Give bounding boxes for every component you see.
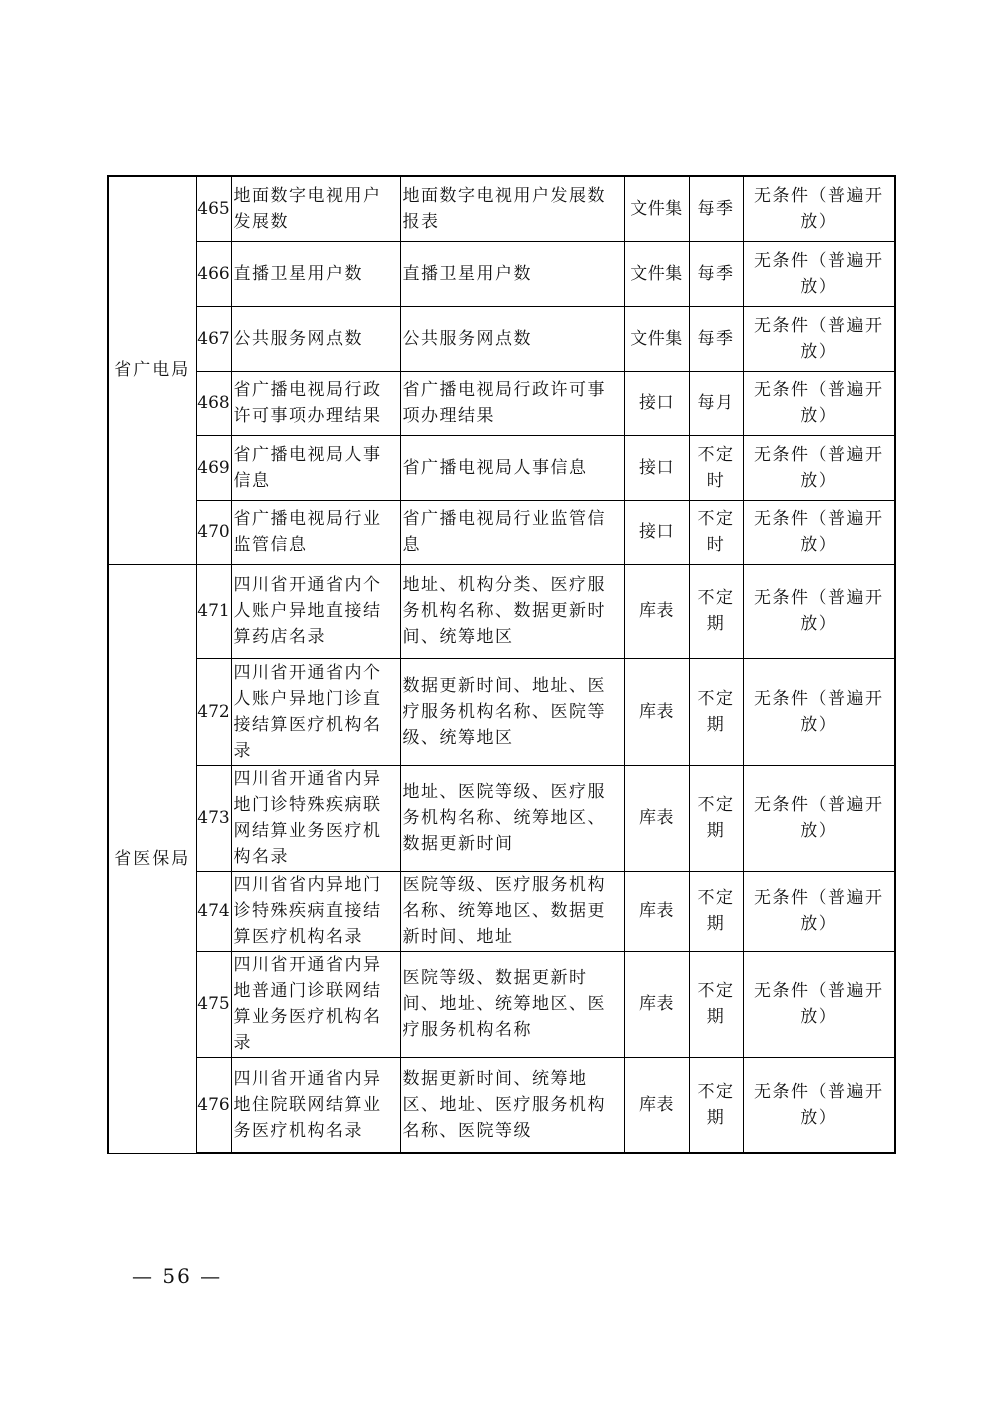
update-frequency: 不定期 — [689, 765, 743, 871]
data-items: 地址、医院等级、医疗服务机构名称、统筹地区、数据更新时间 — [400, 765, 624, 871]
table-row — [108, 564, 895, 658]
department-cell: 省广电局 — [108, 176, 196, 564]
open-condition: 无条件（普遍开放） — [743, 564, 895, 658]
open-condition: 无条件（普遍开放） — [743, 306, 895, 371]
resource-name: 省广播电视局人事信息 — [231, 435, 400, 500]
resource-format: 文件集 — [624, 241, 689, 306]
row-number: 469 — [196, 435, 231, 500]
data-items: 医院等级、数据更新时间、地址、统筹地区、医疗服务机构名称 — [400, 951, 624, 1057]
resource-name: 公共服务网点数 — [231, 306, 400, 371]
table-row — [108, 371, 895, 435]
resource-name: 四川省开通省内个人账户异地直接结算药店名录 — [231, 564, 400, 658]
resource-name: 省广播电视局行业监管信息 — [231, 500, 400, 564]
table-row — [108, 306, 895, 371]
page-number: — 56 — — [132, 1264, 223, 1288]
resource-name: 四川省开通省内异地住院联网结算业务医疗机构名录 — [231, 1057, 400, 1153]
resource-format: 库表 — [624, 564, 689, 658]
update-frequency: 每季 — [689, 176, 743, 241]
open-condition: 无条件（普遍开放） — [743, 176, 895, 241]
open-condition: 无条件（普遍开放） — [743, 1057, 895, 1153]
update-frequency: 不定时 — [689, 500, 743, 564]
data-items: 地面数字电视用户发展数报表 — [400, 176, 624, 241]
resource-name: 四川省开通省内异地门诊特殊疾病联网结算业务医疗机构名录 — [231, 765, 400, 871]
open-condition: 无条件（普遍开放） — [743, 371, 895, 435]
resource-format: 文件集 — [624, 306, 689, 371]
resource-format: 接口 — [624, 500, 689, 564]
row-number: 468 — [196, 371, 231, 435]
table-row — [108, 658, 895, 765]
row-number: 466 — [196, 241, 231, 306]
table-row — [108, 435, 895, 500]
update-frequency: 不定期 — [689, 871, 743, 951]
row-number: 465 — [196, 176, 231, 241]
department-cell: 省医保局 — [108, 564, 196, 1153]
update-frequency: 每季 — [689, 306, 743, 371]
update-frequency: 不定期 — [689, 1057, 743, 1153]
resource-name: 四川省开通省内个人账户异地门诊直接结算医疗机构名录 — [231, 658, 400, 765]
table-row — [108, 1057, 895, 1153]
resource-format: 库表 — [624, 1057, 689, 1153]
row-number: 470 — [196, 500, 231, 564]
resource-format: 库表 — [624, 871, 689, 951]
resource-name: 地面数字电视用户发展数 — [231, 176, 400, 241]
row-number: 474 — [196, 871, 231, 951]
resource-format: 文件集 — [624, 176, 689, 241]
data-items: 公共服务网点数 — [400, 306, 624, 371]
table-row — [108, 176, 895, 241]
data-catalog-table — [107, 175, 896, 1154]
table-row — [108, 871, 895, 951]
resource-name: 四川省开通省内异地普通门诊联网结算业务医疗机构名录 — [231, 951, 400, 1057]
open-condition: 无条件（普遍开放） — [743, 435, 895, 500]
row-number: 467 — [196, 306, 231, 371]
resource-format: 库表 — [624, 658, 689, 765]
update-frequency: 不定期 — [689, 951, 743, 1057]
resource-format: 接口 — [624, 371, 689, 435]
row-number: 475 — [196, 951, 231, 1057]
table-row — [108, 500, 895, 564]
data-items: 省广播电视局行政许可事项办理结果 — [400, 371, 624, 435]
resource-format: 库表 — [624, 951, 689, 1057]
row-number: 476 — [196, 1057, 231, 1153]
update-frequency: 每月 — [689, 371, 743, 435]
resource-format: 库表 — [624, 765, 689, 871]
data-items: 数据更新时间、统筹地区、地址、医疗服务机构名称、医院等级 — [400, 1057, 624, 1153]
table-row — [108, 241, 895, 306]
open-condition: 无条件（普遍开放） — [743, 871, 895, 951]
row-number: 473 — [196, 765, 231, 871]
open-condition: 无条件（普遍开放） — [743, 658, 895, 765]
open-condition: 无条件（普遍开放） — [743, 765, 895, 871]
data-items: 数据更新时间、地址、医疗服务机构名称、医院等级、统筹地区 — [400, 658, 624, 765]
resource-name: 四川省省内异地门诊特殊疾病直接结算医疗机构名录 — [231, 871, 400, 951]
update-frequency: 每季 — [689, 241, 743, 306]
row-number: 471 — [196, 564, 231, 658]
data-items: 地址、机构分类、医疗服务机构名称、数据更新时间、统筹地区 — [400, 564, 624, 658]
table-row — [108, 765, 895, 871]
open-condition: 无条件（普遍开放） — [743, 500, 895, 564]
open-condition: 无条件（普遍开放） — [743, 951, 895, 1057]
update-frequency: 不定时 — [689, 435, 743, 500]
data-items: 省广播电视局人事信息 — [400, 435, 624, 500]
open-condition: 无条件（普遍开放） — [743, 241, 895, 306]
table-row — [108, 951, 895, 1057]
row-number: 472 — [196, 658, 231, 765]
resource-format: 接口 — [624, 435, 689, 500]
data-items: 直播卫星用户数 — [400, 241, 624, 306]
resource-name: 省广播电视局行政许可事项办理结果 — [231, 371, 400, 435]
update-frequency: 不定期 — [689, 658, 743, 765]
resource-name: 直播卫星用户数 — [231, 241, 400, 306]
data-items: 省广播电视局行业监管信息 — [400, 500, 624, 564]
data-items: 医院等级、医疗服务机构名称、统筹地区、数据更新时间、地址 — [400, 871, 624, 951]
update-frequency: 不定期 — [689, 564, 743, 658]
